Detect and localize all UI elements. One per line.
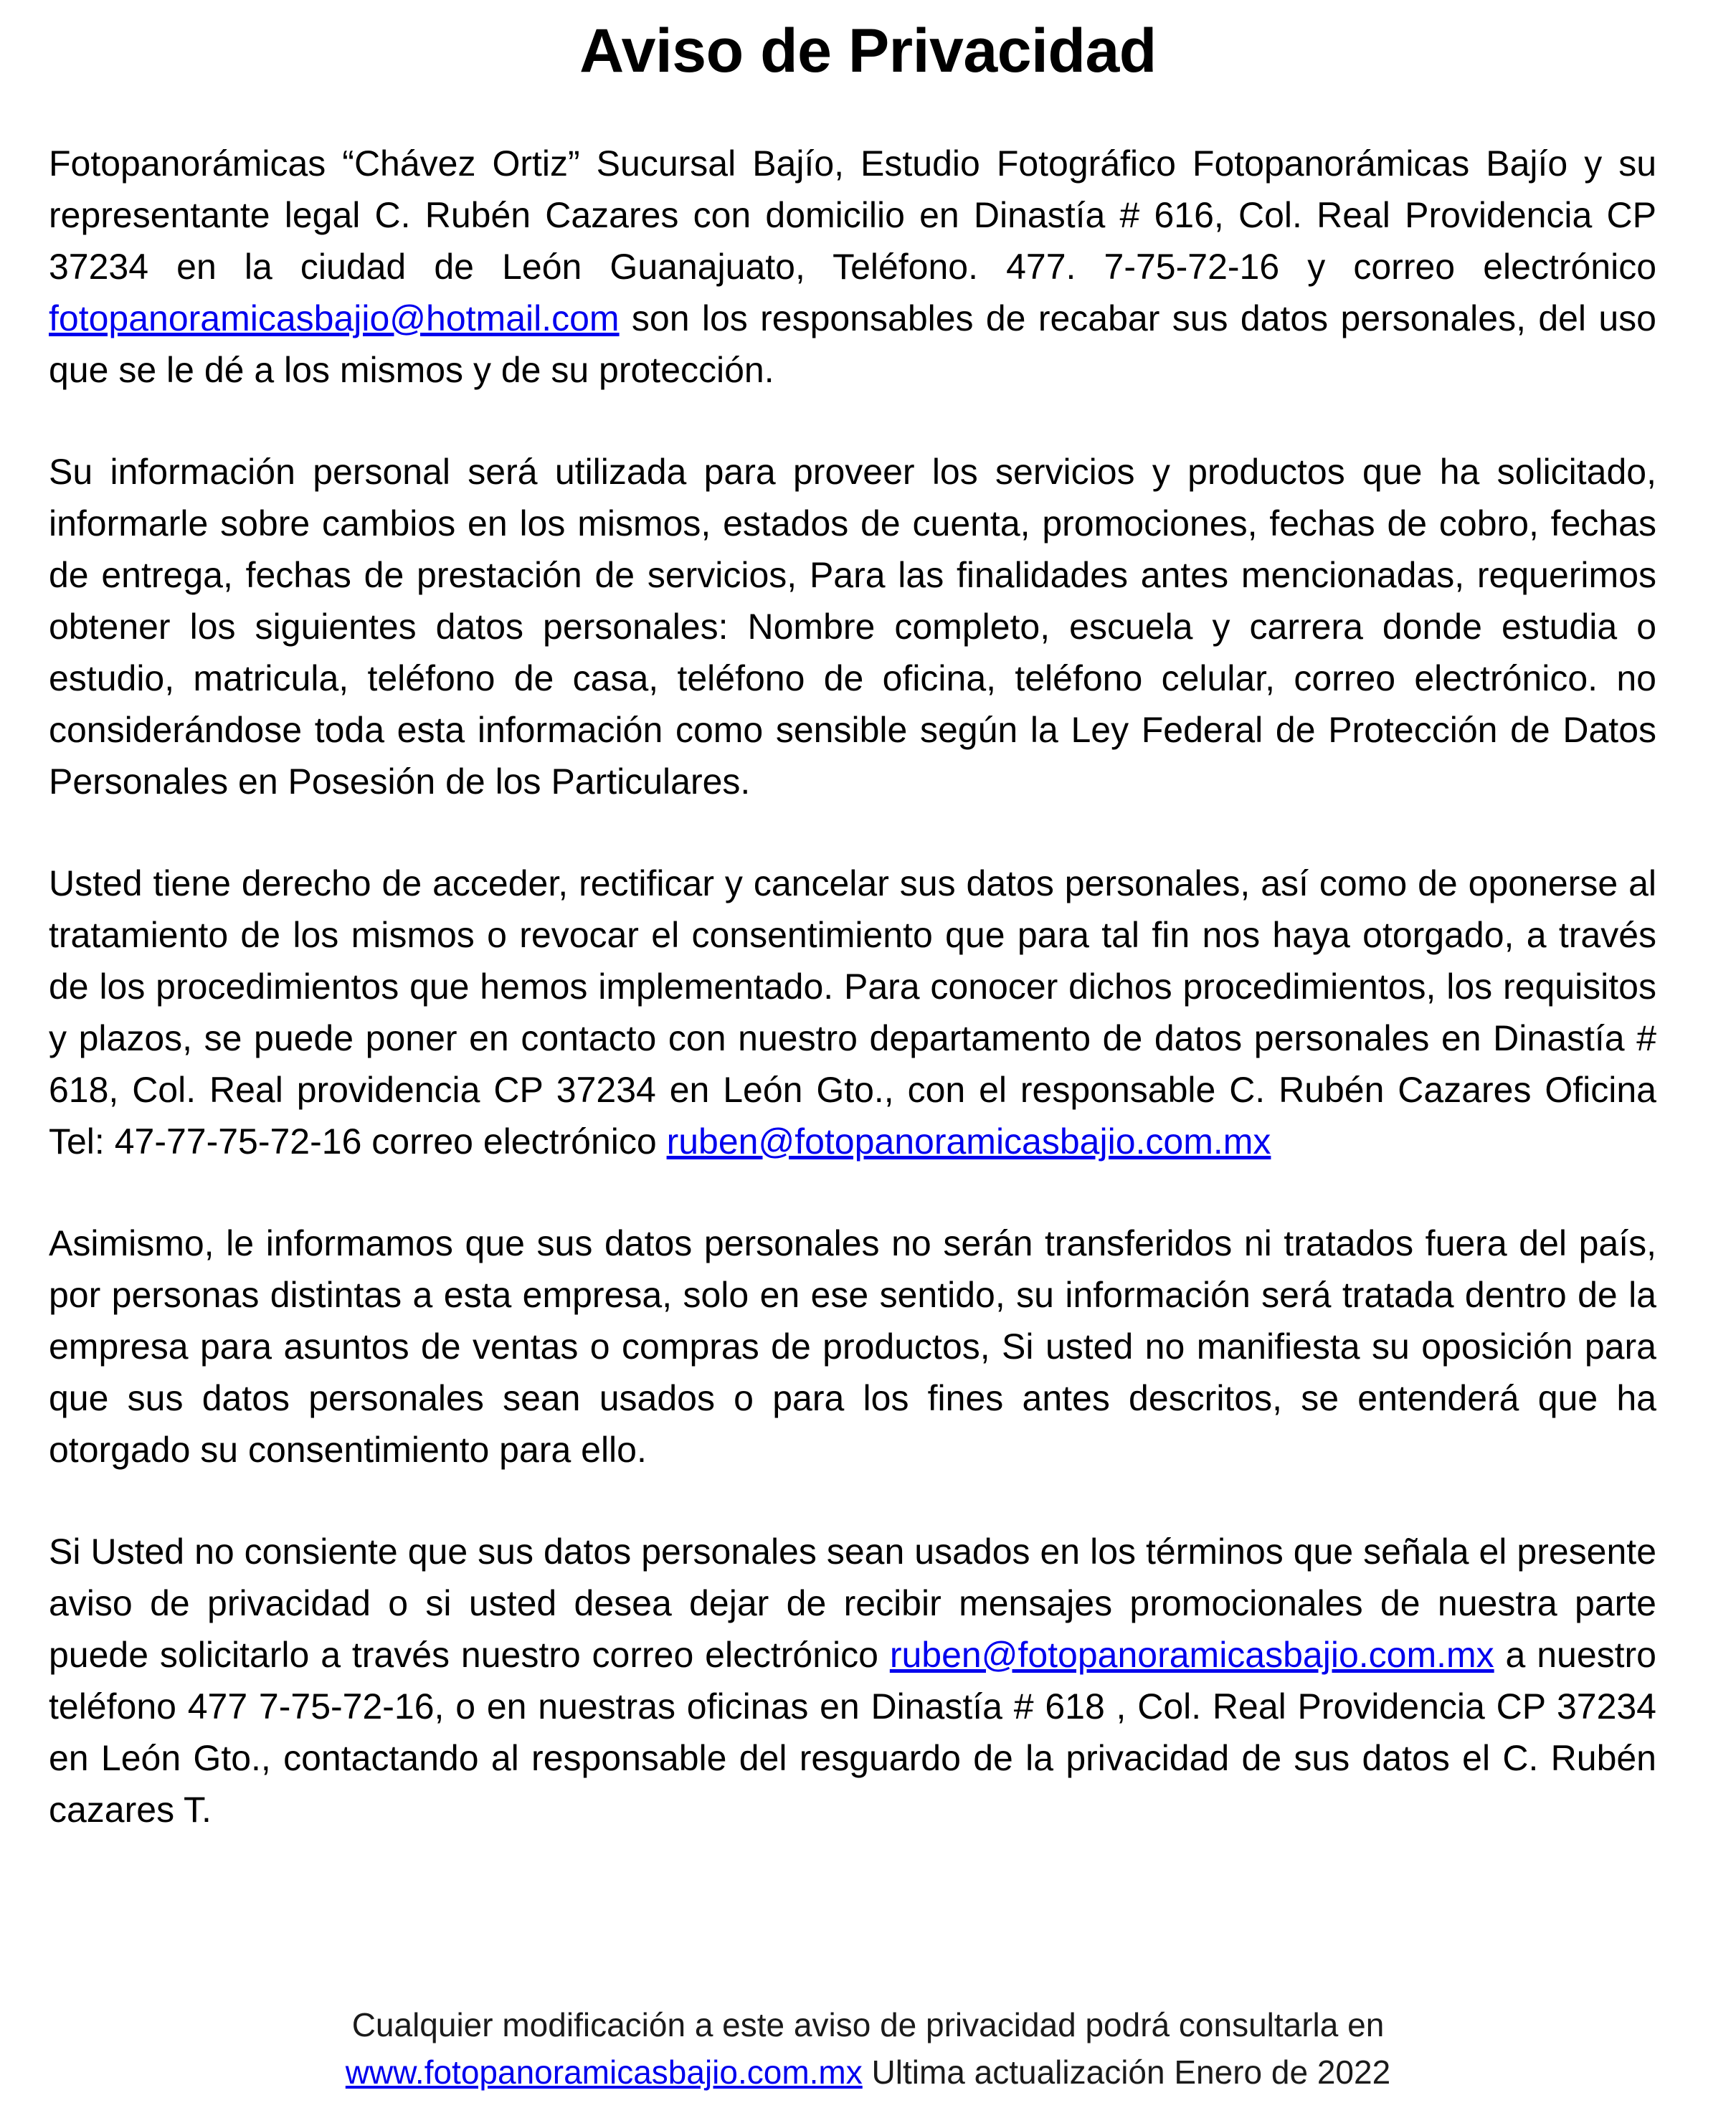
email-link-ruben-revocacion[interactable]: ruben@fotopanoramicasbajio.com.mx (889, 1635, 1494, 1675)
page-title: Aviso de Privacidad (579, 16, 1157, 85)
footer-line-2 (0, 2049, 1736, 2096)
paragraph-responsables (49, 138, 1656, 396)
paragraph-text-tail: a nuestro teléfono 477 7-75-72-16, o en nuestras oficinas en Dinastía # 618 , Col. Real Providencia CP 37234 en León Gto., contactando al responsable del resguardo de la privacidad de sus datos el C. Rubén cazares T. (49, 1635, 1656, 1830)
paragraph-revocacion (49, 1526, 1656, 1836)
paragraph-derechos-arco (49, 858, 1656, 1167)
paragraph-transferencias (49, 1217, 1656, 1476)
document-body (49, 138, 1656, 1836)
paragraph-finalidades (49, 446, 1656, 807)
paragraph-text-lead: Su información personal será utilizada para proveer los servicios y productos que ha solicitado, informarle sobre cambios en los mismos, estados de cuenta, promociones, fechas de cobro, fechas de entrega, fechas de prestación de servicios, Para las finalidades antes mencionadas, requerimos obtener los siguientes datos personales: Nombre completo, escuela y carrera donde estudia o estudio, matricula, teléfono de casa, teléfono de oficina, teléfono celular, correo electrónico. no considerándose toda esta información como sensible según la Ley Federal de Protección de Datos Personales en Posesión de los Particulares. (49, 452, 1656, 802)
email-link-ruben-arco[interactable]: ruben@fotopanoramicasbajio.com.mx (666, 1121, 1271, 1162)
paragraph-text-lead: Fotopanorámicas “Chávez Ortiz” Sucursal Bajío, Estudio Fotográfico Fotopanorámicas Bajío y su representante legal C. Rubén Cazares con domicilio en Dinastía # 616, Col. Real Providencia CP 37234 en la ciudad de León Guanajuato, Teléfono. 477. 7-75-72-16 y correo electrónico (49, 143, 1656, 287)
paragraph-text-lead: Usted tiene derecho de acceder, rectificar y cancelar sus datos personales, así como de oponerse al tratamiento de los mismos o revocar el consentimiento que para tal fin nos haya otorgado, a través de los procedimientos que hemos implementado. Para conocer dichos procedimientos, los requisitos y plazos, se puede poner en contacto con nuestro departamento de datos personales en Dinastía # 618, Col. Real providencia CP 37234 en León Gto., con el responsable C. Rubén Cazares Oficina Tel: 47-77-75-72-16 correo electrónico (49, 863, 1656, 1162)
title-spacer (0, 82, 1736, 138)
email-link-hotmail[interactable]: fotopanoramicasbajio@hotmail.com (49, 298, 620, 338)
footer (0, 2002, 1736, 2096)
footer-update-text: Ultima actualización Enero de 2022 (862, 2053, 1391, 2091)
paragraph-text-tail: son los responsables de recabar sus datos personales, del uso que se le dé a los mismos y de su protección. (49, 298, 1656, 390)
website-link[interactable]: www.fotopanoramicasbajio.com.mx (345, 2053, 863, 2091)
footer-line-1: Cualquier modificación a este aviso de privacidad podrá consultarla en (351, 2006, 1385, 2044)
paragraph-text-lead: Si Usted no consiente que sus datos personales sean usados en los términos que señala el presente aviso de privacidad o si usted desea dejar de recibir mensajes promocionales de nuestra parte puede solicitarlo a través nuestro correo electrónico (49, 1532, 1656, 1675)
paragraph-text-lead: Asimismo, le informamos que sus datos personales no serán transferidos ni tratados fuera del país, por personas distintas a esta empresa, solo en ese sentido, su información será tratada dentro de la empresa para asuntos de ventas o compras de productos, Si usted no manifiesta su oposición para que sus datos personales sean usados o para los fines antes descritos, se entenderá que ha otorgado su consentimiento para ello. (49, 1223, 1656, 1470)
